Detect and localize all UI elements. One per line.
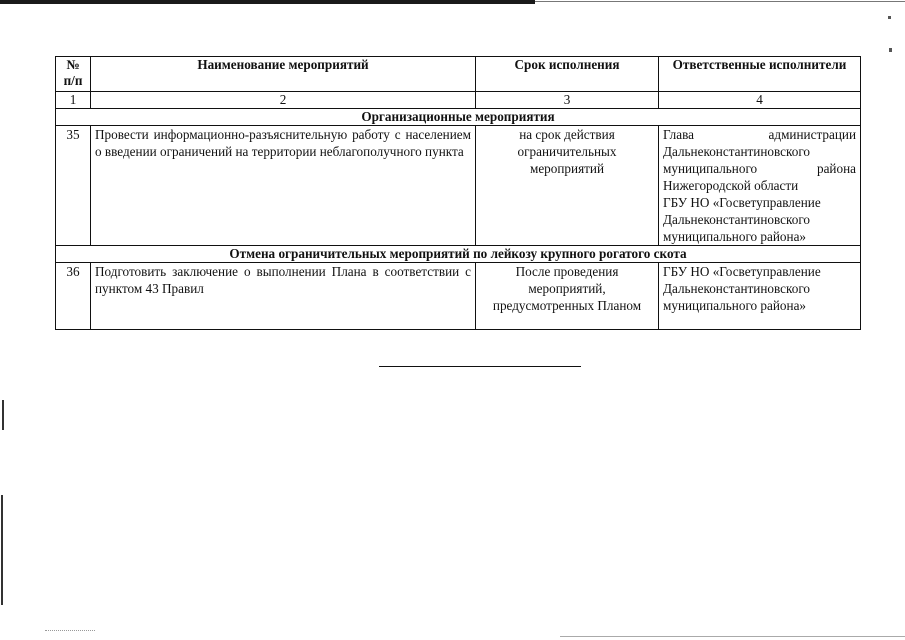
column-index-3: 3 [476, 92, 659, 109]
deadline-line: предусмотренных Планом [492, 298, 642, 313]
responsible-line: ГБУ НО «Госветуправление [663, 264, 821, 279]
scan-speck-1 [888, 16, 891, 19]
scan-mark-left-2 [1, 495, 3, 605]
scan-edge-top-thin [535, 1, 905, 2]
header-num: № п/п [56, 57, 91, 92]
responsible-line: муниципального района» [663, 298, 807, 313]
row-number: 36 [56, 263, 91, 330]
column-index-1: 1 [56, 92, 91, 109]
scan-mark-left-1 [2, 400, 4, 430]
scan-edge-bottom [560, 636, 905, 637]
responsible-cell [659, 263, 861, 330]
measure-name: Подготовить заключение о выполнении Плана в соответствии с пунктом 43 Правил [91, 263, 476, 330]
column-index-4: 4 [659, 92, 861, 109]
header-term: Срок исполнения [476, 57, 659, 92]
document-end-line [379, 366, 581, 367]
responsible-line: Дальнеконстантиновского [663, 144, 811, 159]
table-row [56, 263, 861, 330]
section-row-cancellation [56, 246, 861, 263]
deadline-line: ограничительных [517, 144, 617, 159]
table-row [56, 126, 861, 246]
scan-speck-2 [889, 48, 892, 52]
section-title: Отмена ограничительных мероприятий по лейкозу крупного рогатого скота [56, 246, 861, 263]
deadline-line: мероприятий, [528, 281, 606, 296]
column-index-2: 2 [91, 92, 476, 109]
row-number: 35 [56, 126, 91, 246]
responsible-line: муниципального района» [663, 229, 807, 244]
header-row [56, 57, 861, 92]
responsible-line: Дальнеконстантиновского [663, 212, 811, 227]
deadline-cell [476, 263, 659, 330]
deadline-line: на срок действия [519, 127, 615, 142]
action-plan-table [55, 56, 861, 330]
header-resp: Ответственные исполнители [659, 57, 861, 92]
responsible-line: ГБУ НО «Госветуправление [663, 195, 821, 210]
scan-noise-bottom [45, 630, 95, 633]
column-index-row [56, 92, 861, 109]
responsible-line: Дальнеконстантиновского [663, 281, 811, 296]
measure-name: Провести информационно-разъяснительную работу с населением о введении ограничений на территории неблагополучного пункта [91, 126, 476, 246]
deadline-line: мероприятий [529, 161, 605, 176]
responsible-line: муниципального района [663, 161, 856, 176]
header-name: Наименование мероприятий [91, 57, 476, 92]
section-row-organizational [56, 109, 861, 126]
responsible-line: Нижегородской области [663, 178, 799, 193]
responsible-cell [659, 126, 861, 246]
responsible-line: Глава администрации [663, 127, 856, 142]
deadline-line: После проведения [515, 264, 619, 279]
scan-edge-top [0, 0, 535, 4]
section-title: Организационные мероприятия [56, 109, 861, 126]
deadline-cell [476, 126, 659, 246]
